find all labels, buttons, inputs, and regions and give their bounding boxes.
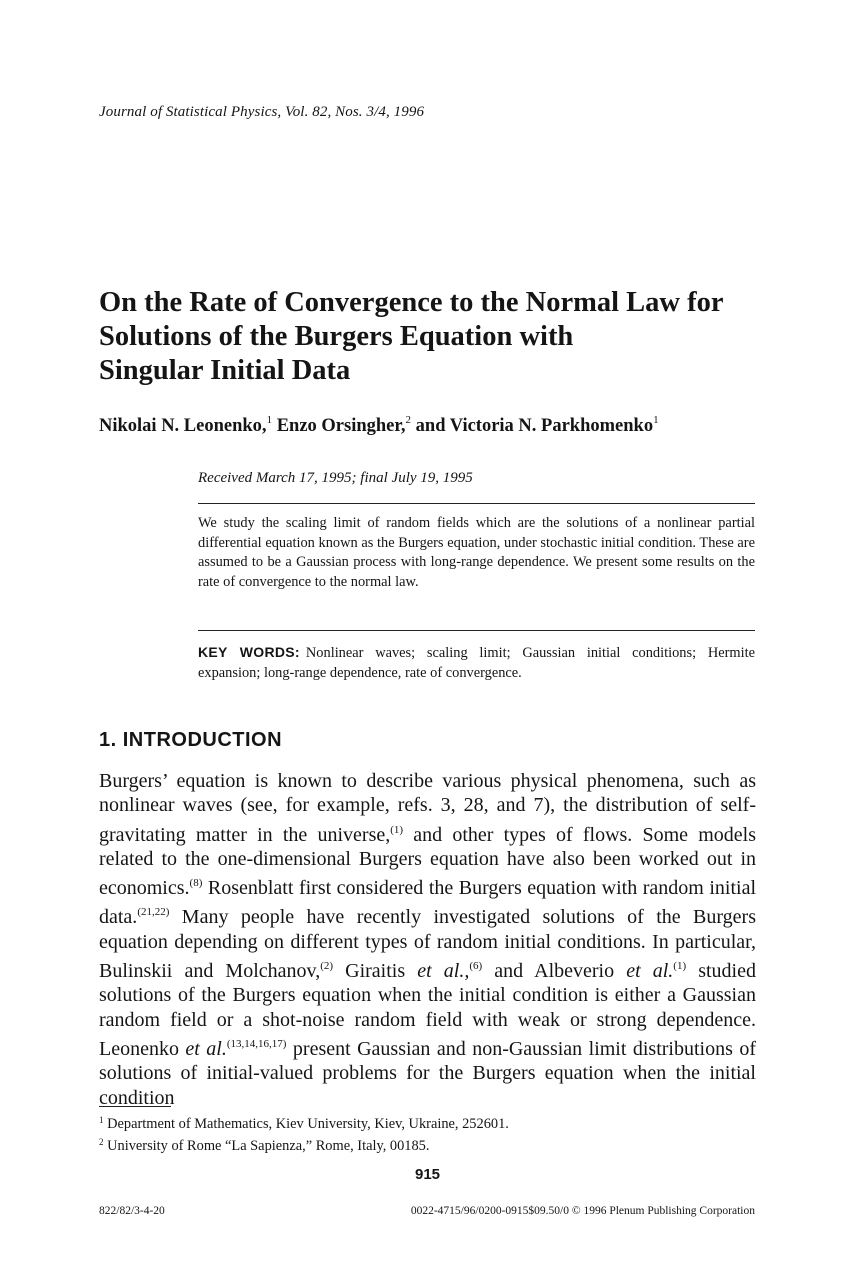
citation: (1): [673, 960, 687, 973]
author-leonenko: Nikolai N. Leonenko,: [99, 416, 267, 436]
citation: (13,14,16,17): [226, 1037, 287, 1050]
intro-paragraph: [99, 769, 756, 1110]
footnote-text: University of Rome “La Sapienza,” Rome, Italy, 00185.: [107, 1138, 430, 1154]
footnote-text: Department of Mathematics, Kiev University, Kiev, Ukraine, 252601.: [107, 1116, 509, 1132]
italic-run: et al.: [185, 1037, 227, 1060]
copyright-line: 0022-4715/96/0200-0915$09.50/0 © 1996 Plenum Publishing Corporation: [410, 1205, 755, 1217]
footnote-1: [99, 1115, 509, 1133]
citation: (1): [390, 823, 404, 836]
text-run: Burgers’ equation is known to describe various physical phenomena, such as nonlinear waves (see, for example, refs. 3, 28, and 7), the distribution of self-gravitating matter in the universe,: [99, 770, 756, 846]
text-run: and Albeverio: [482, 960, 627, 983]
keywords-label: KEY WORDS:: [198, 644, 300, 660]
text-run: Rosenblatt first considered the Burgers equation with random initial data.: [99, 877, 756, 929]
title-line-1: On the Rate of Convergence to the Normal Law for: [99, 287, 724, 318]
text-run: Many people have recently investigated solutions of the Burgers equation depending on different types of random initial conditions. In particular, Bulinskii and Molchanov,: [99, 906, 756, 983]
journal-citation: Journal of Statistical Physics, Vol. 82, Nos. 3/4, 1996: [99, 104, 425, 120]
keywords-text: Nonlinear waves; scaling limit; Gaussian initial conditions; Hermite expansion; long-range dependence, rate of convergence.: [198, 645, 755, 681]
section-heading: 1. INTRODUCTION: [99, 729, 283, 751]
abstract-bottom-rule: [198, 630, 755, 631]
citation: (2): [320, 960, 334, 973]
text-run: studied solutions of the Burgers equation when the initial condition is either a Gaussian random field or a shot-noise random field with weak or strong dependence. Leonenko: [99, 960, 756, 1060]
title-line-2: Solutions of the Burgers Equation with: [99, 321, 574, 352]
italic-run: et al.: [626, 960, 674, 983]
citation: (6): [469, 960, 483, 973]
footnote-number: 2: [99, 1137, 104, 1147]
affiliation-mark: 1: [266, 414, 273, 426]
italic-run: et al.,: [417, 960, 470, 983]
abstract: We study the scaling limit of random fields which are the solutions of a nonlinear partial differential equation known as the Burgers equation, under stochastic initial condition. These are assumed to be a Gaussian process with long-range dependence. We present some results on the rate of convergence to the normal law.: [198, 515, 755, 590]
printer-code: 822/82/3-4-20: [99, 1205, 165, 1217]
text-run: Giraitis: [333, 960, 418, 983]
footnote-rule: [99, 1106, 171, 1107]
page-number: 915: [414, 1166, 441, 1183]
text-run: and other types of flows. Some models related to the one-dimensional Burgers equation have also been worked out in economics.: [99, 823, 757, 900]
footnote-number: 1: [99, 1115, 104, 1125]
citation: (8): [189, 877, 203, 890]
title-line-3: Singular Initial Data: [99, 355, 351, 386]
author-list: [99, 414, 659, 437]
text-run: present Gaussian and non-Gaussian limit distributions of solutions of initial-valued problems for the Burgers equation when the initial condition: [99, 1037, 756, 1109]
author-orsingher: Enzo Orsingher,: [272, 416, 406, 436]
author-parkhomenko: and Victoria N. Parkhomenko: [411, 416, 654, 436]
received-date: Received March 17, 1995; final July 19, 1995: [198, 470, 473, 486]
paper-title: [99, 286, 799, 388]
affiliation-mark: 1: [653, 414, 659, 426]
keywords: [198, 643, 755, 683]
abstract-top-rule: [198, 503, 755, 504]
footnote-2: [99, 1137, 429, 1155]
citation: (21,22): [137, 906, 170, 919]
affiliation-mark: 2: [405, 414, 412, 426]
